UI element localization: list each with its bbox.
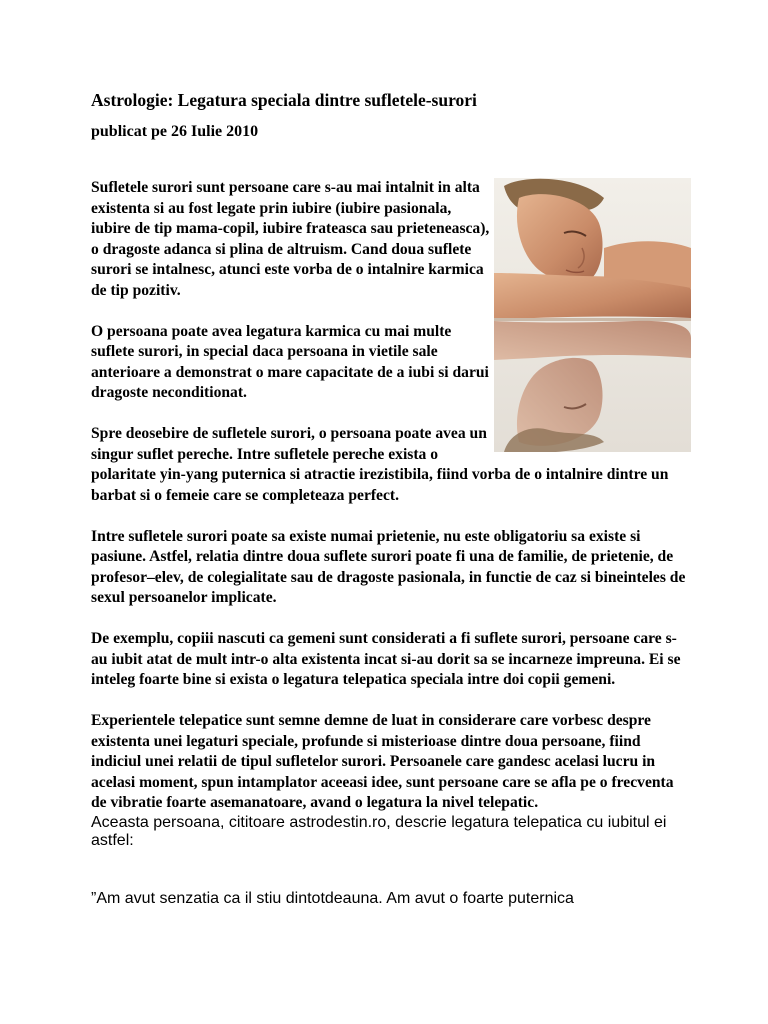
- article-photo: [494, 178, 691, 452]
- sans-paragraph-2: ”Am avut senzatia ca il stiu dintotdeauna. Am avut o foarte puternica: [91, 889, 574, 907]
- article-body: [91, 178, 691, 929]
- paragraph-2: O persoana poate avea legatura karmica cu mai multe suflete surori, in special daca persoana in vietile sale anterioare a demonstrat o mare capacitate de a iubi si darui dragoste neconditionat.: [91, 322, 489, 401]
- publish-date: publicat pe 26 Iulie 2010: [91, 123, 259, 140]
- man-reflection-image: [494, 178, 691, 452]
- paragraph-1: Sufletele surori sunt persoane care s-au mai intalnit in alta existenta si au fost legate prin iubire (iubire pasionala, iubire de tip mama-copil, iubire frateasca sau prieteneasca), o dragoste adanca si plina de altruism. Cand doua suflete surori se intalnesc, atunci este vorba de o intalnire karmica de tip pozitiv.: [91, 179, 490, 299]
- article-title: Astrologie: Legatura speciala dintre sufletele-surori: [91, 90, 477, 110]
- paragraph-6: Experientele telepatice sunt semne demne de luat in considerare care vorbesc despre existenta unei legaturi speciale, profunde si misterioase dintre doua persoane, fiind indiciul unei relatii de tipul sufletelor surori. Persoanele care gandesc acelasi lucru in acelasi moment, spun intamplator aceeasi idee, sunt persoane care se afla pe o frecventa de vibratie foarte asemanatoare, avand o legatura la nivel telepatic.: [91, 712, 674, 811]
- paragraph-3: Spre deosebire de sufletele surori, o persoana poate avea un singur suflet pereche. Intre sufletele pereche exista o polaritate yin-yang puternica si atractie irezistibila, fiind vorba de o intalnire dintre un barbat si o femeie care se completeaza perfect.: [91, 425, 669, 504]
- paragraph-5: De exemplu, copiii nascuti ca gemeni sunt considerati a fi suflete surori, persoane care s-au iubit atat de mult intr-o alta existenta incat si-au dorit sa se incarneze impreuna. Ei se inteleg foarte bine si exista o legatura telepatica speciala intre doi copii gemeni.: [91, 630, 681, 688]
- sans-paragraph-1: Aceasta persoana, cititoare astrodestin.ro, descrie legatura telepatica cu iubitul ei astfel:: [91, 813, 667, 850]
- paragraph-4: Intre sufletele surori poate sa existe numai prietenie, nu este obligatoriu sa existe si pasiune. Astfel, relatia dintre doua suflete surori poate fi una de familie, de prietenie, de profesor–elev, de colegialitate sau de dragoste pasionala, in functie de caz si bineinteles de sexul persoanelor implicate.: [91, 527, 686, 606]
